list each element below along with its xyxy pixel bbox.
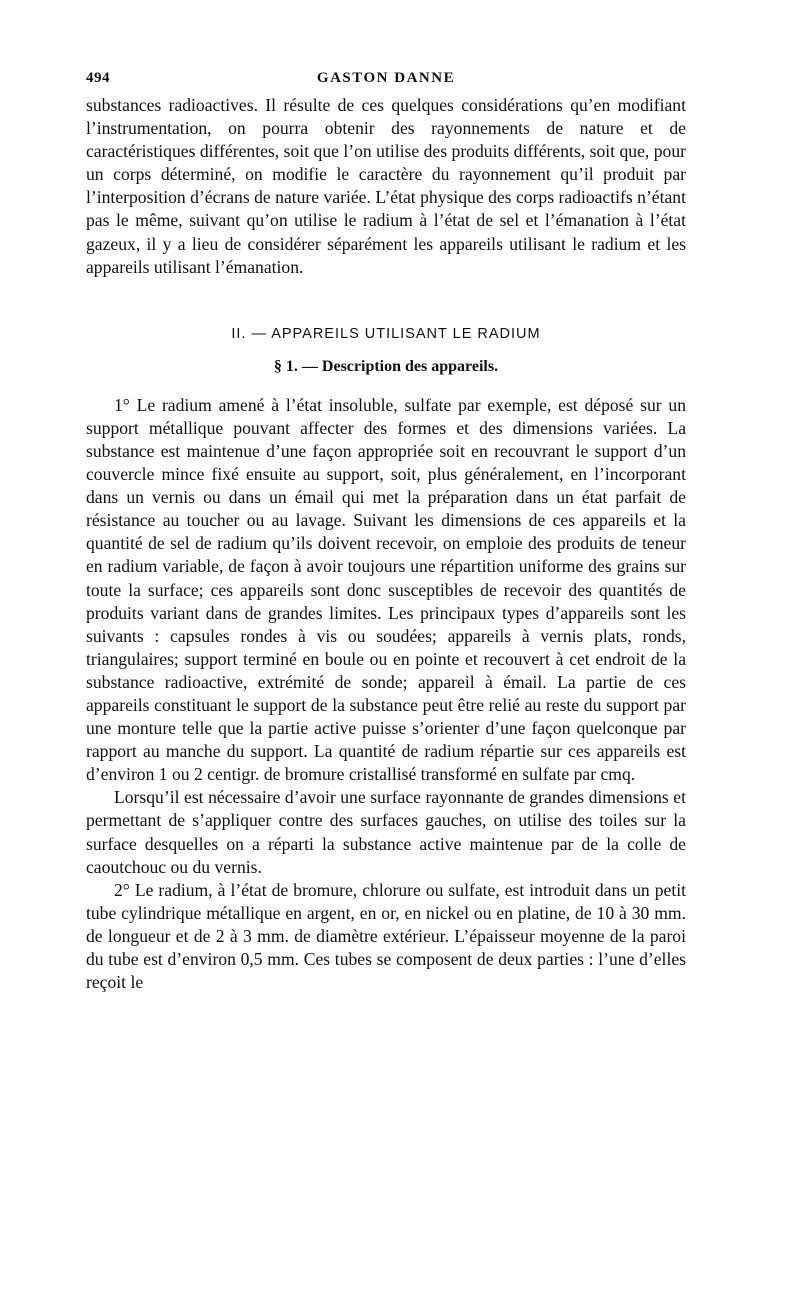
section-body — [86, 394, 686, 994]
section-heading: II. — APPAREILS UTILISANT LE RADIUM — [231, 325, 541, 342]
subsection-heading: § 1. — Description des appareils. — [273, 357, 499, 375]
paragraph: Lorsqu’il est nécessaire d’avoir une surface rayonnante de grandes dimensions et permettant de s’appliquer contre des surfaces gauches, on utilise des toiles sur la surface desquelles on a réparti la substance active maintenue par de la colle de caoutchouc ou du vernis. — [86, 787, 686, 877]
book-page — [86, 70, 686, 994]
page-number: 494 — [86, 70, 110, 86]
paragraph: 1° Le radium amené à l’état insoluble, sulfate par exemple, est déposé sur un support métallique pouvant affecter des formes et des dimensions variées. La substance est maintenue d’une façon appropriée soit en recouvrant le support d’un couvercle mince fixé ensuite au support, soit, plus généralement, en l’incorporant dans un vernis ou dans un émail qui met la préparation dans un état parfait de résistance au toucher ou au lavage. Suivant les dimensions de ces appareils et la quantité de sel de radium qu’ils doivent recevoir, on emploie des produits de teneur en radium variable, de façon à avoir toujours une répartition uniforme des grains sur toute la surface; ces appareils sont donc susceptibles de recevoir des quantités de produits variant dans de grandes limites. Les principaux types d’appareils sont les suivants : capsules rondes à vis ou soudées; appareils à vernis plats, ronds, triangulaires; support terminé en boule ou en pointe et recouvert à cet endroit de la substance radioactive, extrémité de sonde; appareil à émail. La partie de ces appareils constituant le support de la substance peut être relié au reste du support par une monture telle que la partie active puisse s’orienter d’une façon quelconque par rapport au manche du support. La quantité de radium répartie sur ces appareils est d’environ 1 ou 2 centigr. de bromure cristallisé transformé en sulfate par cmq. — [86, 394, 686, 785]
paragraph: 2° Le radium, à l’état de bromure, chlorure ou sulfate, est introduit dans un petit tube cylindrique métallique en argent, en or, en nickel ou en platine, de 10 à 30 mm. de longueur et de 2 à 3 mm. de diamètre extérieur. L’épaisseur moyenne de la paroi du tube est d’environ 0,5 mm. Ces tubes se composent de deux parties : l’une d’elles reçoit le — [86, 879, 686, 993]
running-header-author: GASTON DANNE — [316, 70, 456, 86]
paragraph: substances radioactives. Il résulte de ces quelques considérations qu’en modifiant l’instrumentation, on pourra obtenir des rayonnements de nature et de caractéristiques différentes, soit que l’on utilise des produits différents, soit que, pour un corps déterminé, on modifie le caractère du rayonnement qu’il produit par l’interposition d’écrans de nature variée. L’état physique des corps radioactifs n’étant pas le même, suivant qu’on utilise le radium à l’état de sel et l’émanation à l’état gazeux, il y a lieu de considérer séparément les appareils utilisant le radium et les appareils utilisant l’émanation. — [86, 95, 686, 277]
running-header — [86, 70, 686, 94]
intro-text — [86, 94, 686, 279]
